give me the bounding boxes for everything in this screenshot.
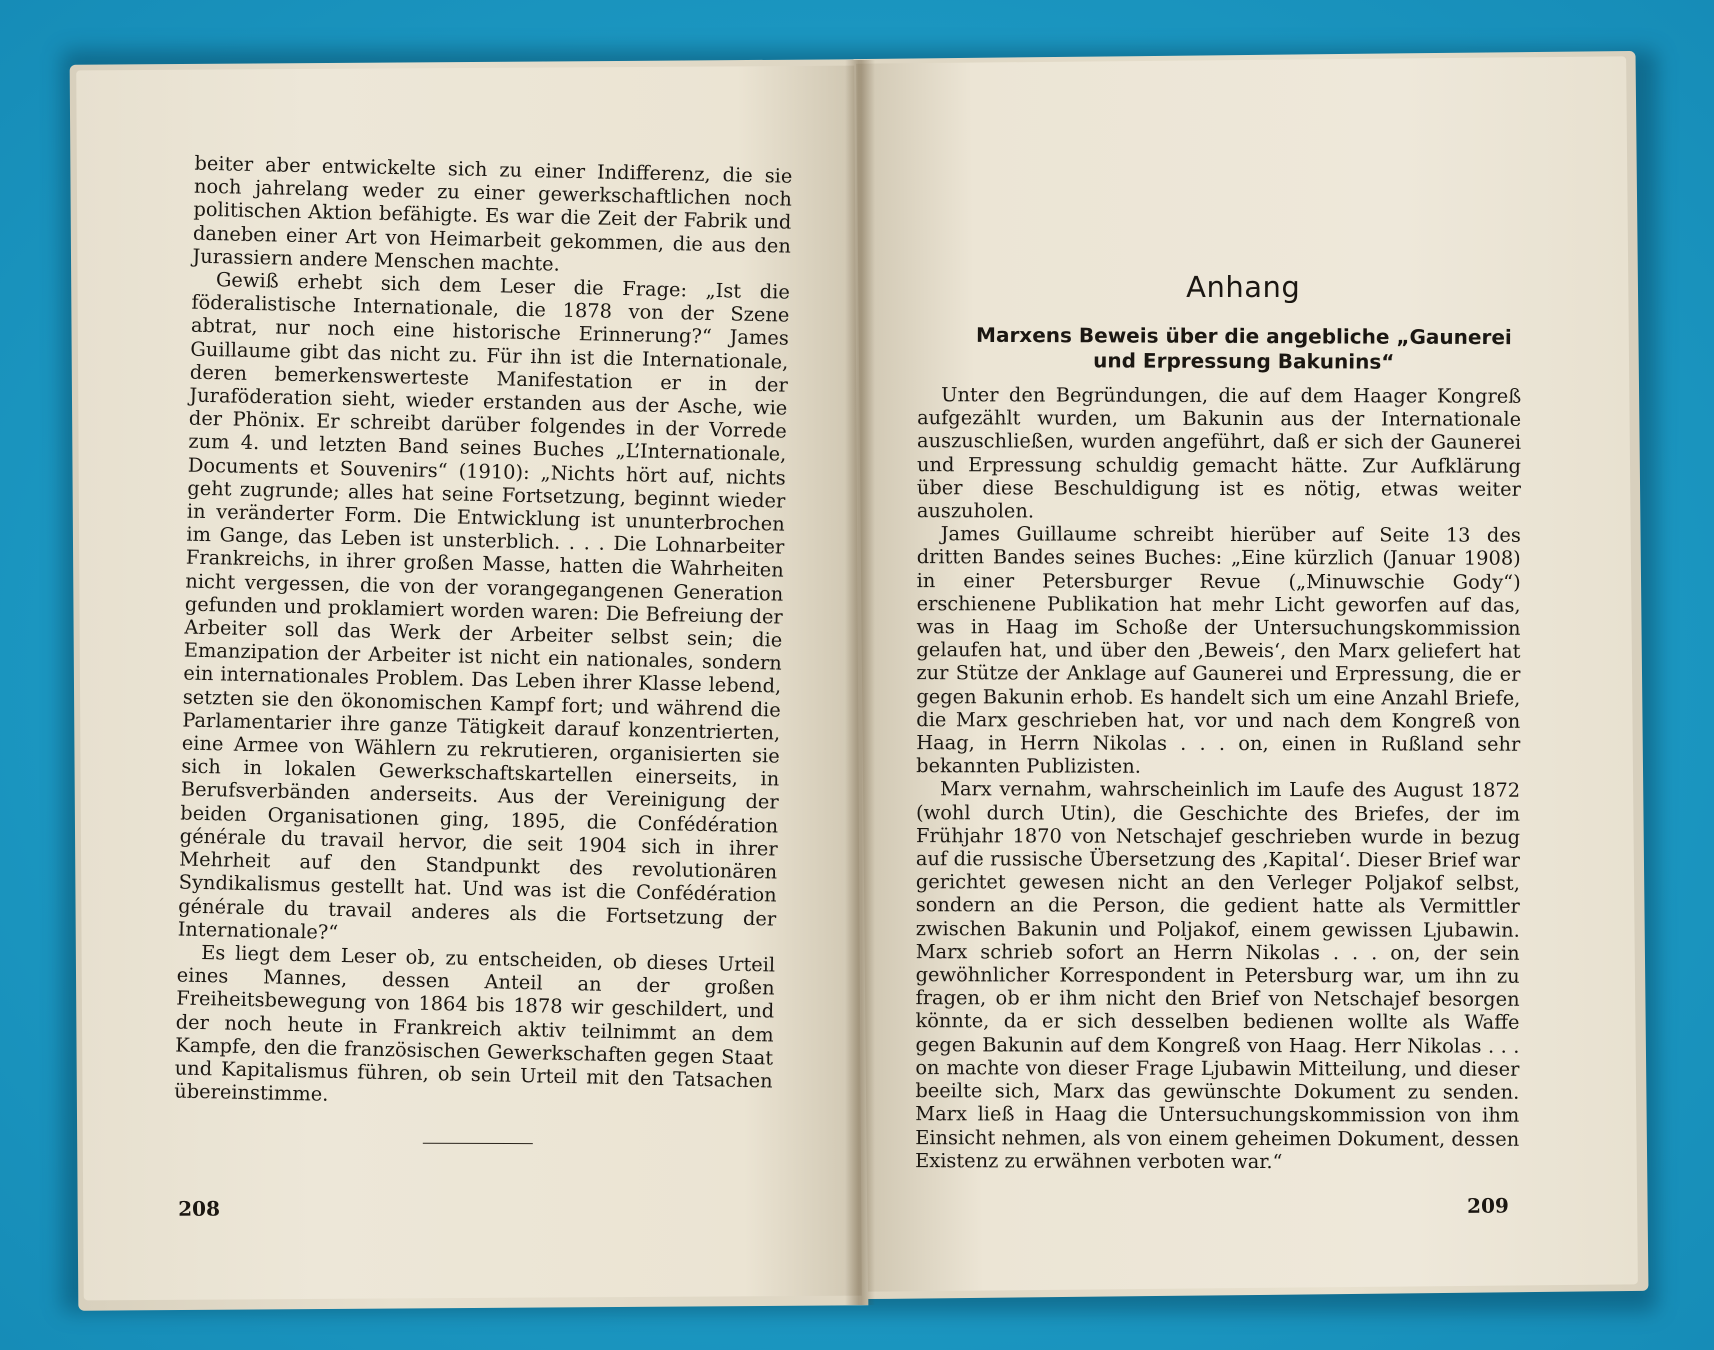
right-paragraph-1: Unter den Begründungen, die auf dem Haager Kongreß aufgezählt wurden, um Bakunin aus der Internationale auszuschließen, wurden angeführt, daß er sich der Gaunerei und Erpressung schuldig gemacht hätte. Zur Aufklärung über diese Beschuldigung ist es nötig, etwas weiter auszuholen.: [916, 383, 1522, 523]
book-spine-gutter: [845, 60, 875, 1305]
appendix-subtitle: [859, 322, 1629, 375]
right-page-number: 209: [1467, 1193, 1509, 1218]
left-paragraph-2: Gewiß erhebt sich dem Leser die Frage: „Ist die föderalistische Internationale, die 1878 von der Szene abtrat, nur noch eine historische Erinnerung?“ James Guillaume gibt das nicht zu. Für ihn ist die Internationale, deren bemerkenswerteste Manifestation er in der Juraföderation sieht, wieder erstanden aus der Asche, wie der Phönix. Er schreibt darüber folgendes in der Vorrede zum 4. und letzten Band seines Buches „L’Internationale, Documents et Souvenirs“ (1910): „Nichts hört auf, nichts geht zugrunde; alles hat seine Fortsetzung, beginnt wieder in veränderter Form. Die Entwicklung ist ununterbrochen im Gange, das Leben ist unsterblich. . . . Die Lohnarbeiter Frankreichs, in ihrer großen Masse, hatten die Wahrheiten nicht vergessen, die von der vorangegangenen Generation gefunden und proklamiert worden waren: Die Befreiung der Arbeiter soll das Werk der Arbeiter selbst sein; die Emanzipation der Arbeiter ist nicht ein nationales, sondern ein internationales Problem. Das Leben ihrer Klasse lebend, setzten sie den ökonomischen Kampf fort; und während die Parlamentarier ihre ganze Tätigkeit darauf konzentrierten, eine Armee von Wählern zu rekrutieren, organisierten sie sich in lokalen Gewerkschaftskartellen einerseits, in Berufsverbänden anderseits. Aus der Vereinigung der beiden Organisationen ging, 1895, die Confédération générale du travail hervor, die seit 1904 sich in ihrer Mehrheit auf den Standpunkt des revolutionären Syndikalismus gestellt hat. Und was ist die Confédération générale du travail anderes als die Fortsetzung der Internationale?“: [177, 268, 791, 944]
subtitle-line-2: und Erpressung Bakunins“: [1093, 348, 1395, 374]
left-page-number: 208: [178, 1196, 221, 1221]
appendix-heading: Anhang: [1186, 269, 1301, 305]
left-paragraph-3: Es liegt dem Leser ob, zu entscheiden, ob dieses Urteil eines Mannes, dessen Anteil an der großen Freiheitsbewegung von 1864 bis 1878 wir geschildert, und der noch heute in Frankreich aktiv teilnimmt an dem Kampfe, den die französischen Gewerkschaften gegen Staat und Kapitalismus führen, ob sein Urteil mit den Tatsachen übereinstimme.: [174, 940, 776, 1106]
section-end-rule: [423, 1143, 533, 1144]
right-page: [856, 56, 1638, 1291]
left-paragraph-1: beiter aber entwickelte sich zu einer Indifferenz, die sie noch jahrelang weder zu einer gewerkschaftlichen noch politischen Aktion befähigte. Es war die Zeit der Fabrik und daneben einer Art von Heimarbeit gekommen, die aus den Jurassiern andere Menschen machte.: [192, 151, 793, 276]
left-page: [76, 66, 861, 1301]
left-page-text: [174, 152, 793, 1116]
subtitle-line-1: Marxens Beweis über die angebliche „Gaunerei: [976, 322, 1512, 350]
right-paragraph-2: James Guillaume schreibt hierüber auf Seite 13 des dritten Bandes seines Buches: „Eine kürzlich (Januar 1908) in einer Petersburger Revue („Minuwschie Gody“) erschienene Publikation hat mehr Licht geworfen auf das, was in Haag im Schoße der Untersuchungskommission gelaufen hat, und über den ‚Beweis‘, den Marx geliefert hat zur Stütze der Anklage auf Gaunerei und Erpressung, die er gegen Bakunin erhob. Es handelt sich um eine Anzahl Briefe, die Marx geschrieben hat, vor und nach dem Kongreß von Haag, in Herrn Nikolas . . . on, einen in Rußland sehr bekannten Publizisten.: [916, 522, 1521, 778]
right-paragraph-3: Marx vernahm, wahrscheinlich im Laufe des August 1872 (wohl durch Utin), die Geschichte des Briefes, der im Frühjahr 1870 von Netschajef geschrieben wurde in bezug auf die russische Übersetzung des ‚Kapital‘. Dieser Brief war gerichtet gewesen nicht an den Verleger Poljakof selbst, sondern an die Person, die gedient hatte als Vermittler zwischen Bakunin und Poljakof, einem gewissen Ljubawin. Marx schrieb sofort an Herrn Nikolas . . . on, der sein gewöhnlicher Korrespondent in Petersburg war, um ihn zu fragen, ob er ihm nicht den Brief von Netschajef besorgen könnte, da er sich desselben bedienen wollte als Waffe gegen Bakunin auf dem Kongreß von Haag. Herr Nikolas . . . on machte von dieser Frage Ljubawin Mitteilung, und dieser beeilte sich, Marx das gewünschte Dokument zu senden. Marx ließ in Haag die Untersuchungskommission von ihm Einsicht nehmen, als von einem geheimen Dokument, dessen Existenz zu erwähnen verboten war.“: [915, 777, 1521, 1173]
right-page-text: [915, 383, 1521, 1173]
